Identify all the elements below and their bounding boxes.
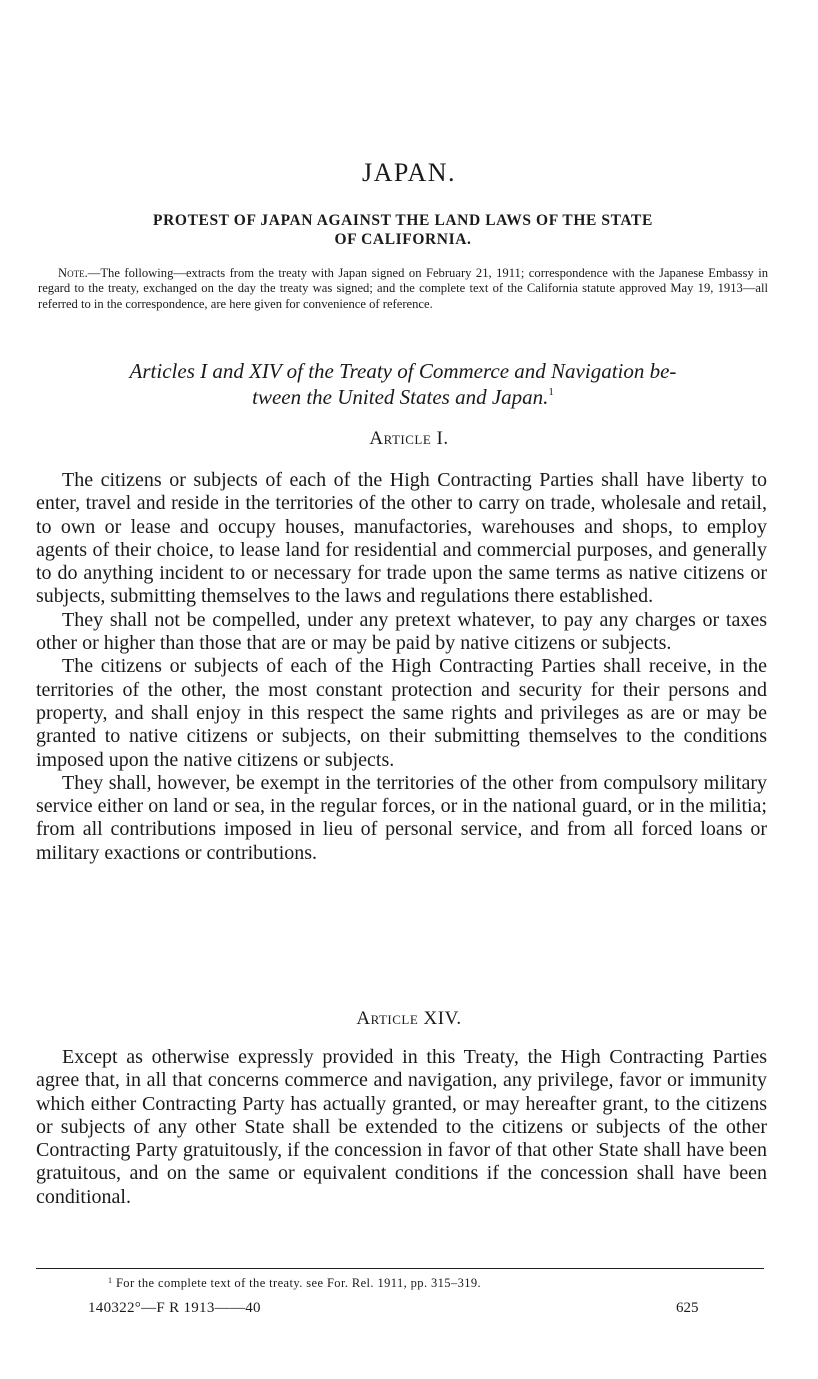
note-text: .—The following—extracts from the treaty with Japan signed on February 21, 1911; correspondence with the Japanese Embassy in regard to the treaty, exchanged on the day the treaty was signed; and the complete text of the California statute approved May 19, 1913—all referred to in the correspondence, are here given for convenience of reference. bbox=[38, 266, 768, 311]
article-1-paragraph: They shall not be compelled, under any pretext whatever, to pay any charges or taxes other or higher than those that are or may be paid by native citizens or subjects. bbox=[36, 608, 767, 655]
article-1-body bbox=[36, 469, 767, 865]
section-title-line-2: OF CALIFORNIA. bbox=[334, 231, 472, 248]
treaty-heading-line-1: Articles I and XIV of the Treaty of Commerce and Navigation be- bbox=[129, 359, 677, 383]
note-label: Note bbox=[58, 266, 85, 280]
treaty-heading bbox=[38, 358, 768, 410]
section-title-line-1: PROTEST OF JAPAN AGAINST THE LAND LAWS OF THE STATE bbox=[153, 212, 653, 229]
section-title bbox=[38, 211, 768, 249]
footnote-mark: 1 bbox=[108, 1276, 113, 1285]
article-1-heading: Article I. bbox=[369, 428, 449, 449]
treaty-footnote-mark: 1 bbox=[548, 386, 554, 398]
page-number: 625 bbox=[676, 1300, 699, 1316]
footnote-text: For the complete text of the treaty. see For. Rel. 1911, pp. 315–319. bbox=[115, 1276, 482, 1290]
article-1-paragraph: They shall, however, be exempt in the territories of the other from compulsory military service either on land or sea, in the regular forces, or in the national guard, or in the militia; from all contributions imposed in lieu of personal service, and from all forced loans or military exactions or contributions. bbox=[36, 771, 767, 864]
footnote bbox=[108, 1275, 481, 1291]
article-14-paragraph: Except as otherwise expressly provided in this Treaty, the High Contracting Parties agree that, in all that concerns commerce and navigation, any privilege, favor or immunity which either Contracting Party has actually granted, or may hereafter grant, to the citizens or subjects of any other State shall be extended to the citizens or subjects of the other Contracting Party gratuitously, if the concession in favor of that other State shall have been gratuitous, and on the same or equivalent conditions if the concession shall have been conditional. bbox=[36, 1046, 767, 1208]
country-heading: JAPAN. bbox=[361, 158, 457, 187]
article-14-heading: Article XIV. bbox=[356, 1008, 462, 1029]
print-code: 140322°—F R 1913——40 bbox=[88, 1300, 261, 1316]
footnote-divider bbox=[36, 1268, 764, 1269]
article-14-body bbox=[36, 1046, 767, 1209]
article-1-paragraph: The citizens or subjects of each of the High Contracting Parties shall have liberty to enter, travel and reside in the territories of the other to carry on trade, wholesale and retail, to own or lease and occupy houses, manufactories, warehouses and shops, to employ agents of their choice, to lease land for residential and commercial purposes, and generally to do anything incident to or necessary for trade upon the same terms as native citizens or subjects, submitting themselves to the laws and regulations there established. bbox=[36, 469, 767, 608]
editorial-note bbox=[38, 266, 768, 312]
article-1-paragraph: The citizens or subjects of each of the High Contracting Parties shall receive, in the territories of the other, the most constant protection and security for their persons and property, and shall enjoy in this respect the same rights and privileges as are or may be granted to native citizens or subjects, on their submitting themselves to the conditions imposed upon the native citizens or subjects. bbox=[36, 655, 767, 771]
treaty-heading-line-2: tween the United States and Japan. bbox=[252, 385, 549, 409]
